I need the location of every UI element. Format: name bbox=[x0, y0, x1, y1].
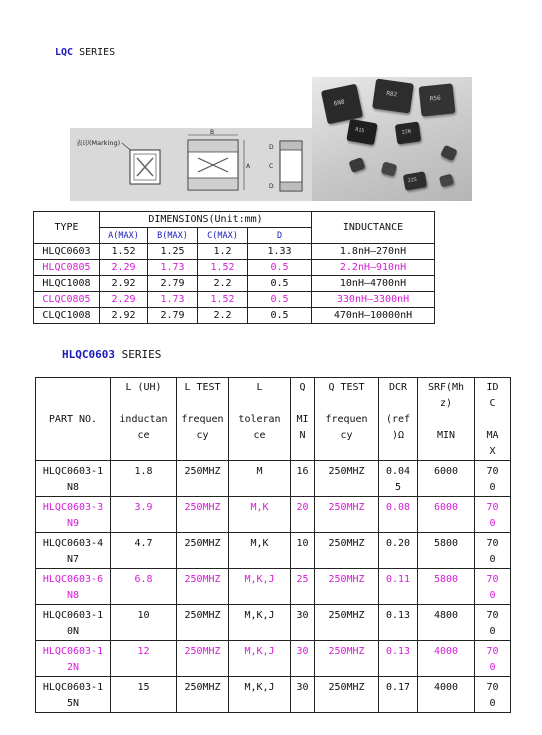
table-row: CLQC0805 2.29 1.73 1.52 0.5 330nH—3300nH bbox=[34, 292, 435, 308]
series-code: HLQC0603 bbox=[62, 348, 115, 361]
table-row: HLQC0805 2.29 1.73 1.52 0.5 2.2nH—910nH bbox=[34, 260, 435, 276]
series-heading-lqc bbox=[55, 47, 115, 58]
header-idc: ID C MA X bbox=[475, 378, 511, 461]
chip-mid-right: 22N bbox=[395, 121, 422, 144]
header-b-max: B(MAX) bbox=[148, 228, 198, 244]
chip-small-a bbox=[348, 157, 365, 173]
dim-c-label: C bbox=[269, 163, 274, 170]
series-suffix: SERIES bbox=[114, 348, 162, 361]
header-c-max: C(MAX) bbox=[198, 228, 248, 244]
header-l-test: L TEST frequen cy bbox=[177, 378, 229, 461]
component-photo bbox=[312, 77, 472, 201]
dim-a-label: A bbox=[246, 163, 251, 170]
header-inductance: L (UH) inductan ce bbox=[111, 378, 177, 461]
chip-small-c: 22S bbox=[403, 171, 427, 191]
header-a-max: A(MAX) bbox=[100, 228, 148, 244]
header-dimensions: DIMENSIONS(Unit:mm) bbox=[100, 212, 312, 228]
table-row: HLQC1008 2.92 2.79 2.2 0.5 10nH—4700nH bbox=[34, 276, 435, 292]
header-dcr: DCR (ref )Ω bbox=[379, 378, 418, 461]
header-q-min: Q MI N bbox=[291, 378, 315, 461]
series-code: LQC bbox=[55, 47, 74, 58]
header-q-test: Q TEST frequen cy bbox=[315, 378, 379, 461]
dimension-drawing-svg bbox=[70, 128, 314, 201]
table-row: HLQC0603-6 N8 6.8 250MHZ M,K,J 25 250MHZ 0.11 5800 70 0 bbox=[36, 569, 511, 605]
marking-label: 表印(Marking) bbox=[76, 139, 121, 147]
chip-large-top: R82 bbox=[372, 79, 414, 114]
dimensions-table bbox=[33, 211, 435, 324]
chip-small-e bbox=[439, 174, 454, 188]
chip-small-d bbox=[440, 145, 458, 162]
chip-large-left: 6N8 bbox=[321, 84, 363, 125]
table-row: CLQC1008 2.92 2.79 2.2 0.5 470nH—10000nH bbox=[34, 308, 435, 324]
chip-small-b bbox=[381, 161, 398, 176]
chip-mid-left: R15 bbox=[346, 119, 377, 146]
dim-d-bottom-label: D bbox=[269, 183, 274, 190]
table-row: HLQC0603-3 N9 3.9 250MHZ M,K 20 250MHZ 0.08 6000 70 0 bbox=[36, 497, 511, 533]
dimension-drawing bbox=[70, 128, 314, 201]
series-suffix: SERIES bbox=[73, 47, 116, 58]
header-srf: SRF(Mh z) MIN bbox=[418, 378, 475, 461]
table-row: HLQC0603-1 0N 10 250MHZ M,K,J 30 250MHZ 0.13 4800 70 0 bbox=[36, 605, 511, 641]
header-d: D bbox=[248, 228, 312, 244]
dim-d-top-label: D bbox=[269, 144, 274, 151]
header-inductance: INDUCTANCE bbox=[312, 212, 435, 244]
header-tolerance: L toleran ce bbox=[229, 378, 291, 461]
parts-table bbox=[35, 377, 511, 713]
table-row: HLQC0603-1 5N 15 250MHZ M,K,J 30 250MHZ 0.17 4000 70 0 bbox=[36, 677, 511, 713]
table-row: HLQC0603 1.52 1.25 1.2 1.33 1.8nH—270nH bbox=[34, 244, 435, 260]
header-part-no: PART NO. bbox=[36, 378, 111, 461]
table-row: HLQC0603-1 2N 12 250MHZ M,K,J 30 250MHZ 0.13 4000 70 0 bbox=[36, 641, 511, 677]
series-heading-hlqc0603 bbox=[62, 348, 161, 361]
chip-large-right: R56 bbox=[419, 83, 456, 116]
table-row: HLQC0603-1 N8 1.8 250MHZ M 16 250MHZ 0.04 5 6000 70 0 bbox=[36, 461, 511, 497]
dim-b-label: B bbox=[210, 129, 215, 136]
header-row bbox=[36, 378, 511, 461]
header-type: TYPE bbox=[34, 212, 100, 244]
table-row: HLQC0603-4 N7 4.7 250MHZ M,K 10 250MHZ 0.20 5800 70 0 bbox=[36, 533, 511, 569]
